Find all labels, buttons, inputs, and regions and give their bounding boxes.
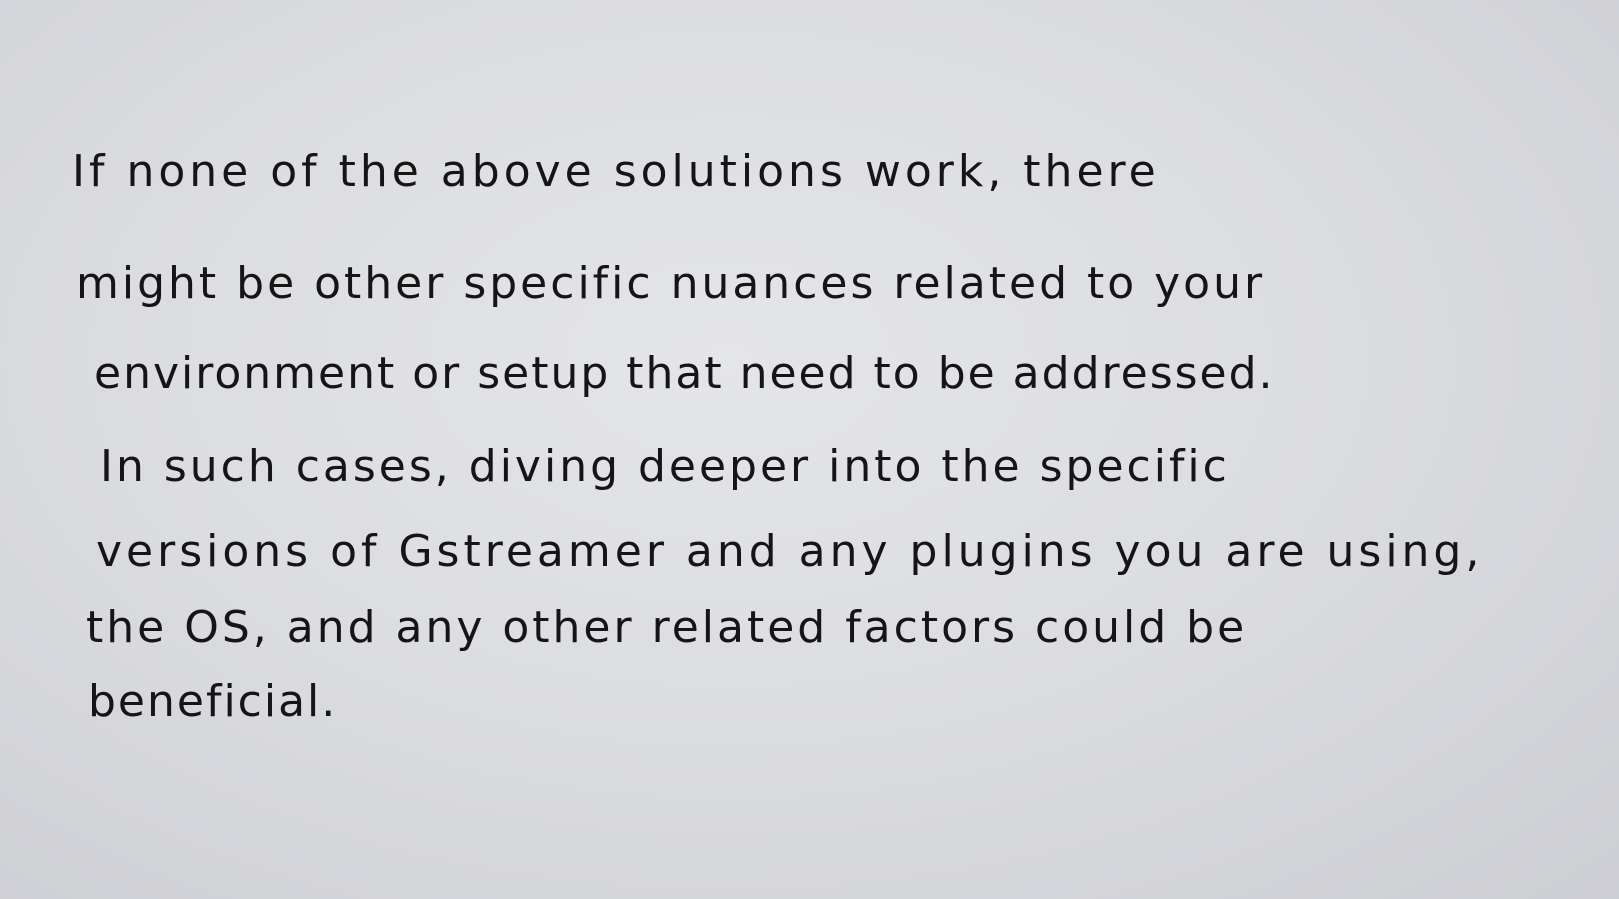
handwritten-line-6: the OS, and any other related factors could be — [86, 602, 1248, 653]
handwritten-line-5: versions of Gstreamer and any plugins you are using, — [96, 526, 1484, 577]
handwritten-line-7: beneficial. — [88, 676, 338, 727]
handwritten-line-2: might be other specific nuances related to your — [76, 258, 1266, 309]
handwritten-line-3: environment or setup that need to be addressed. — [94, 348, 1275, 399]
handwritten-line-1: If none of the above solutions work, there — [72, 146, 1160, 197]
handwritten-line-4: In such cases, diving deeper into the specific — [100, 441, 1230, 492]
